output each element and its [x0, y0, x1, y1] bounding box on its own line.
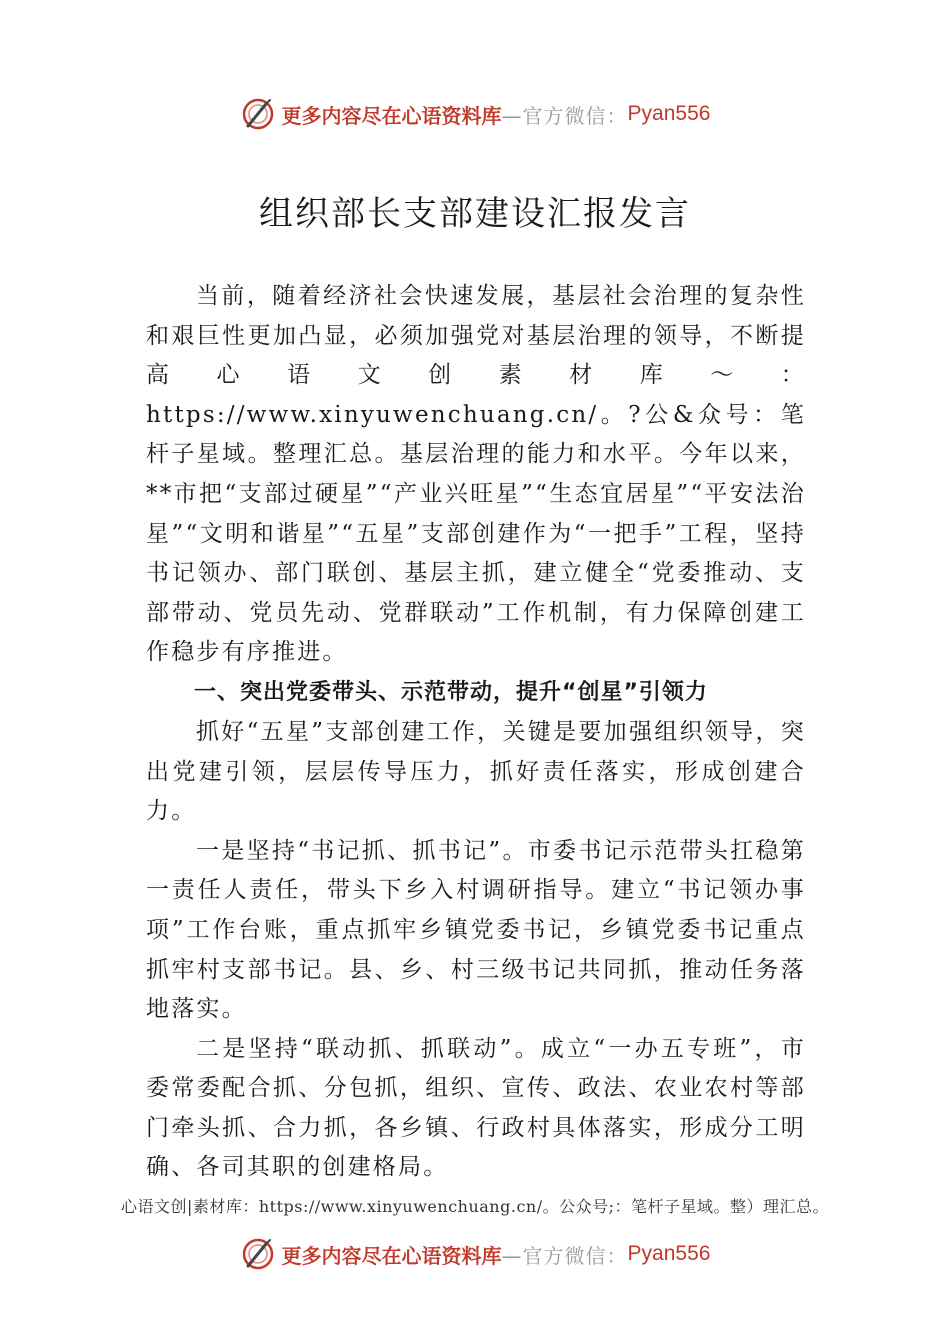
body-paragraph: 抓好“五星”支部创建工作，关键是要加强组织领导，突出党建引领，层层传导压力，抓好责任落实，形成创建合力。 — [146, 718, 806, 825]
banner-wechat-id: Pyan556 — [627, 102, 711, 125]
document-body — [146, 277, 806, 1188]
footer-banner — [0, 1234, 950, 1274]
intro-paragraph: 当前，随着经济社会快速发展，基层社会治理的复杂性和艰巨性更加凸显，必须加强党对基层治理的领导，不断提高心语文创素材库～：https://www.xinyuwenchuang.cn/。?公&众号：笔杆子星域。整理汇总。基层治理的能力和水平。今年以来，**市把“支部过硬星”“产业兴旺星”“生态宜居星”“平安法治星”“文明和谐星”“五星”支部创建作为“一把手”工程，坚持书记领办、部门联创、基层主抓，建立健全“党委推动、支部带动、党员先动、党群联动”工作机制，有力保障创建工作稳步有序推进。 — [146, 283, 806, 666]
banner-brand-text: 更多内容尽在心语资料库 — [281, 1243, 502, 1268]
brush-logo-icon — [240, 1236, 276, 1272]
document-title: 组织部长支部建设汇报发言 — [259, 194, 691, 234]
banner-brand-text: 更多内容尽在心语资料库 — [281, 103, 502, 128]
banner-wechat-id: Pyan556 — [627, 1242, 711, 1265]
body-paragraph: 一是坚持“书记抓、抓书记”。市委书记示范带头扛稳第一责任人责任，带头下乡入村调研指导。建立“书记领办事项”工作台账，重点抓牢乡镇党委书记，乡镇党委书记重点抓牢村支部书记。县、乡、村三级书记共同抓，推动任务落地落实。 — [146, 837, 806, 1023]
banner-label-text: —官方微信： — [501, 1243, 628, 1268]
brush-logo-icon — [240, 96, 276, 132]
banner-label-text: —官方微信： — [501, 103, 628, 128]
source-footnote: 心语文创|素材库：https://www.xinyuwenchuang.cn/。公众号;：笔杆子星域。整）理汇总。 — [120, 1197, 829, 1216]
body-paragraph: 二是坚持“联动抓、抓联动”。成立“一办五专班”，市委常委配合抓、分包抓，组织、宣传、政法、农业农村等部门牵头抓、合力抓，各乡镇、行政村具体落实，形成分工明确、各司其职的创建格局。 — [146, 1035, 806, 1181]
header-banner — [0, 94, 950, 134]
section-heading-1: 一、突出党委带头、示范带动，提升“创星”引领力 — [194, 679, 708, 705]
